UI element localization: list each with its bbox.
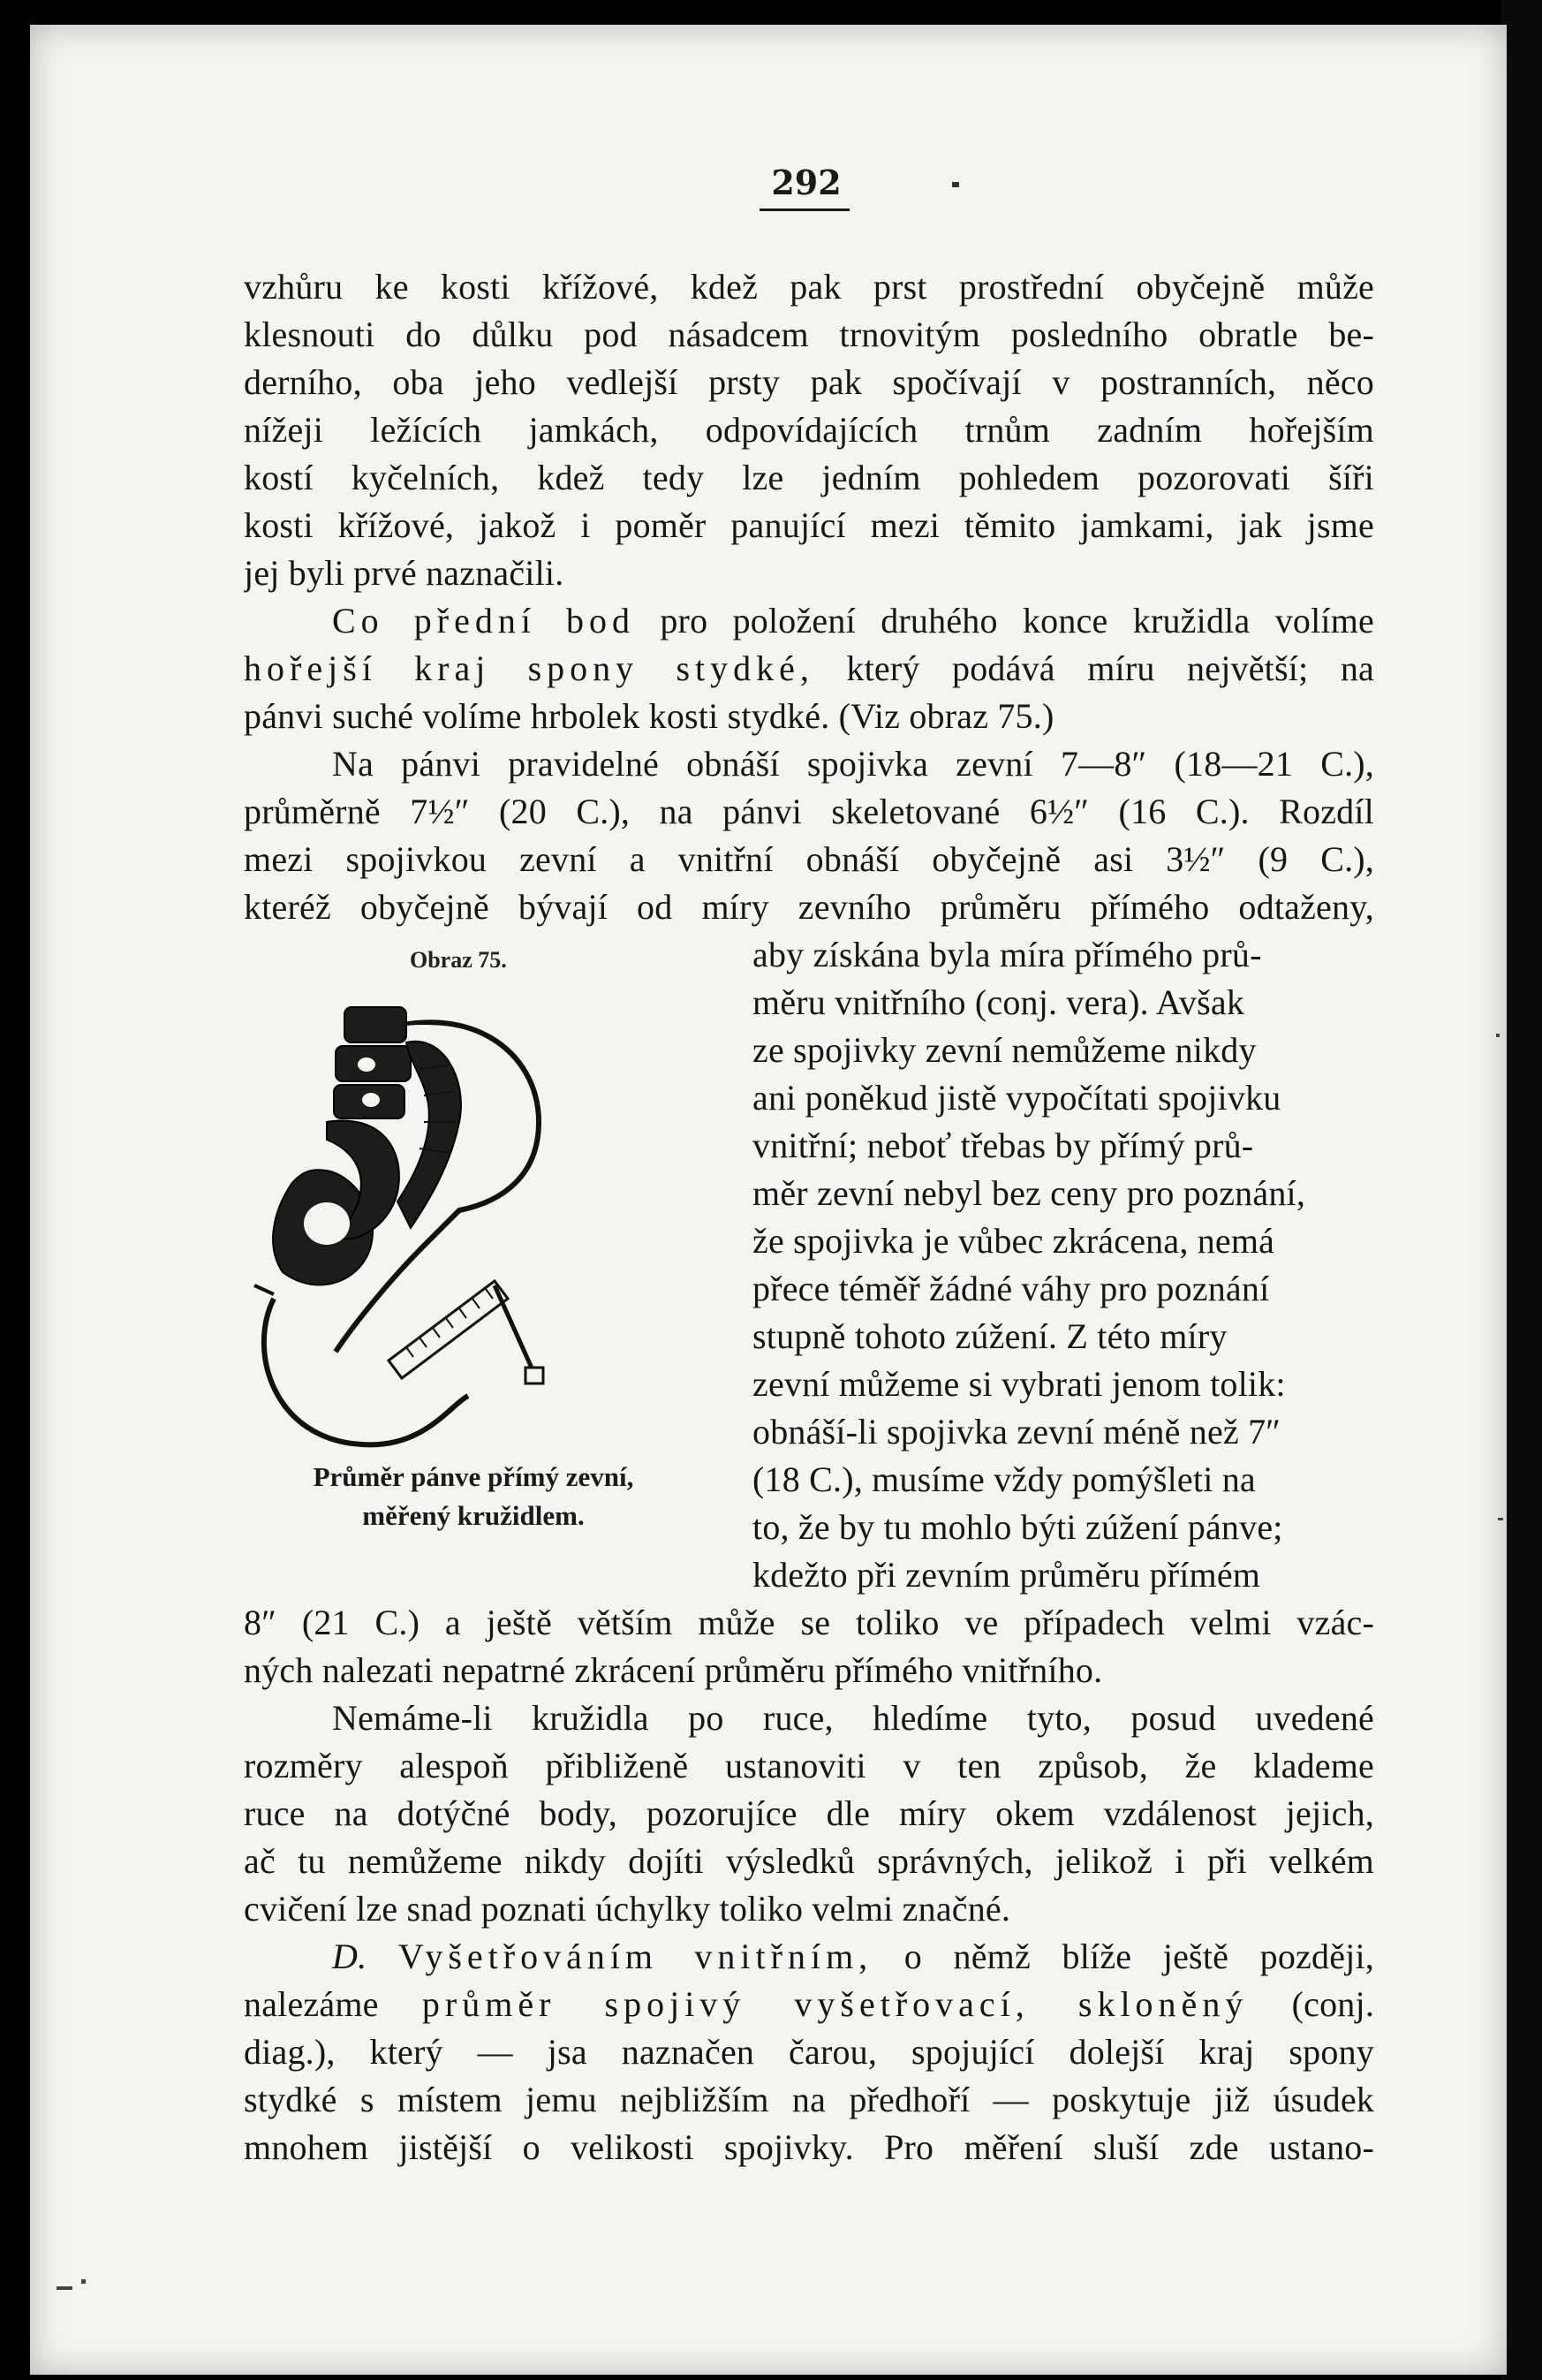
text-span: který podává míru největší; na xyxy=(813,648,1374,688)
text-line: kostí kyčelních, kdež tedy lze jedním pohledem pozorovati šíři xyxy=(244,458,1374,497)
text-line: vnitřní; neboť třebas by přímý prů- xyxy=(752,1126,1254,1165)
text-line: cvičení lze snad poznati úchylky toliko velmi značné. xyxy=(244,1889,1011,1929)
figure-caption xyxy=(253,1458,694,1535)
page-number: 292 xyxy=(771,163,842,202)
text-line: přece téměř žádné váhy pro poznání xyxy=(752,1269,1270,1308)
caption-line: Průměr pánve přímý zevní, xyxy=(313,1461,634,1492)
spaced-term: Vyšetřováním vnitřním, xyxy=(397,1937,873,1976)
text-line: zevní můžeme si vybrati jenom tolik: xyxy=(752,1364,1286,1404)
text-line: aby získána byla míra přímého prů- xyxy=(752,935,1262,974)
page-edge xyxy=(1501,0,1542,2380)
text-line: obnáší-li spojivka zevní méně než 7″ xyxy=(752,1412,1281,1451)
text-line: průměrně 7½″ (20 C.), na pánvi skeletované 6½″ (16 C.). Rozdíl xyxy=(244,792,1374,831)
spaced-term: hořejší kraj spony stydké, xyxy=(244,648,814,688)
text-line: 8″ (21 C.) a ještě větším může se toliko ve případech velmi vzác- xyxy=(244,1603,1374,1642)
section-letter: D. xyxy=(332,1937,367,1976)
text-line: stupně tohoto zúžení. Z této míry xyxy=(752,1316,1228,1356)
text-line: že spojivka je vůbec zkrácena, nemá xyxy=(752,1221,1275,1261)
text-line: rozměry alespoň přibliženě ustanoviti v ten způsob, že klademe xyxy=(244,1746,1374,1785)
text-line: mnohem jistější o velikosti spojivky. Pro měření sluší zde ustano- xyxy=(244,2127,1374,2167)
text-span: nalezáme xyxy=(244,1984,422,2024)
spaced-term: Co přední bod xyxy=(332,601,636,640)
text-line: mezi spojivkou zevní a vnitřní obnáší obyčejně asi 3½″ (9 C.), xyxy=(244,839,1374,879)
text-line xyxy=(244,1981,1374,2028)
caption-line: měřený kružidlem. xyxy=(362,1500,585,1531)
text-line: derního, oba jeho vedlejší prsty pak spočívají v postranních, něco xyxy=(244,362,1374,402)
text-line: ač tu nemůžeme nikdy dojíti výsledků správných, jelikož i při velkém xyxy=(244,1841,1374,1881)
text-line: ani poněkud jistě vypočítati spojivku xyxy=(752,1078,1281,1118)
print-speck xyxy=(952,182,959,187)
paragraph-5 xyxy=(244,1933,1374,2172)
text-line: Na pánvi pravidelné obnáší spojivka zevní 7—8″ (18—21 C.), xyxy=(332,744,1374,784)
text-line: nížeji ležících jamkách, odpovídajících trnům zadním hořejším xyxy=(244,410,1374,450)
paragraph-3 xyxy=(244,740,1374,931)
page-number-rule xyxy=(760,208,850,211)
text-line: to, že by tu mohlo býti zúžení pánve; xyxy=(752,1507,1283,1547)
text-line: pánvi suché volíme hrbolek kosti stydké. (Viz obraz 75.) xyxy=(244,696,1054,736)
text-line: kosti křížové, jakož i poměr panující mezi těmito jamkami, jak jsme xyxy=(244,505,1374,545)
pelvis-caliper-illustration xyxy=(238,981,698,1458)
text-line: měru vnitřního (conj. vera). Avšak xyxy=(752,982,1245,1022)
text-line xyxy=(244,645,1374,693)
text-line: diag.), který — jsa naznačen čarou, spojující dolejší kraj spony xyxy=(244,2032,1374,2072)
text-line: ných nalezati nepatrné zkrácení průměru přímého vnitřního. xyxy=(244,1650,1103,1690)
text-line: vzhůru ke kosti křížové, kdež pak prst prostřední obyčejně může xyxy=(244,267,1374,307)
text-line: (18 C.), musíme vždy pomýšleti na xyxy=(752,1459,1256,1499)
text-line: kdežto při zevním průměru přímém xyxy=(752,1555,1261,1595)
spaced-term: průměr spojivý vyšetřovací, skloněný xyxy=(421,1984,1249,2024)
text-line xyxy=(244,597,1374,645)
text-span: (conj. xyxy=(1248,1984,1374,2024)
paragraph-3-continued xyxy=(244,1599,1374,1694)
text-line: ze spojivky zevní nemůžeme nikdy xyxy=(752,1030,1257,1070)
paragraph-1 xyxy=(244,263,1374,597)
text-line: kteréž obyčejně bývají od míry zevního průměru přímého odtaženy, xyxy=(244,887,1374,927)
figure-side-column xyxy=(752,931,1374,1599)
text-line: jej byli prvé naznačili. xyxy=(244,553,564,593)
paragraph-4 xyxy=(244,1694,1374,1933)
text-line: Nemáme-li kružidla po ruce, hledíme tyto, posud uvedené xyxy=(332,1698,1374,1738)
text-line xyxy=(244,1933,1374,1981)
text-line: stydké s místem jemu nejbližším na předhoří — poskytuje již úsudek xyxy=(244,2080,1374,2119)
text-line: ruce na dotýčné body, pozorujíce dle míry okem vzdálenost jejich, xyxy=(244,1793,1374,1833)
figure-label: Obraz 75. xyxy=(410,947,507,973)
text-line: měr zevní nebyl bez ceny pro poznání, xyxy=(752,1173,1306,1213)
text-span: pro položení druhého konce kružidla volíme xyxy=(635,601,1374,640)
text-span: o němž blíže ještě později, xyxy=(873,1937,1374,1976)
text-line: klesnouti do důlku pod násadcem trnovitým posledního obratle be- xyxy=(244,315,1374,354)
paragraph-2 xyxy=(244,597,1374,740)
